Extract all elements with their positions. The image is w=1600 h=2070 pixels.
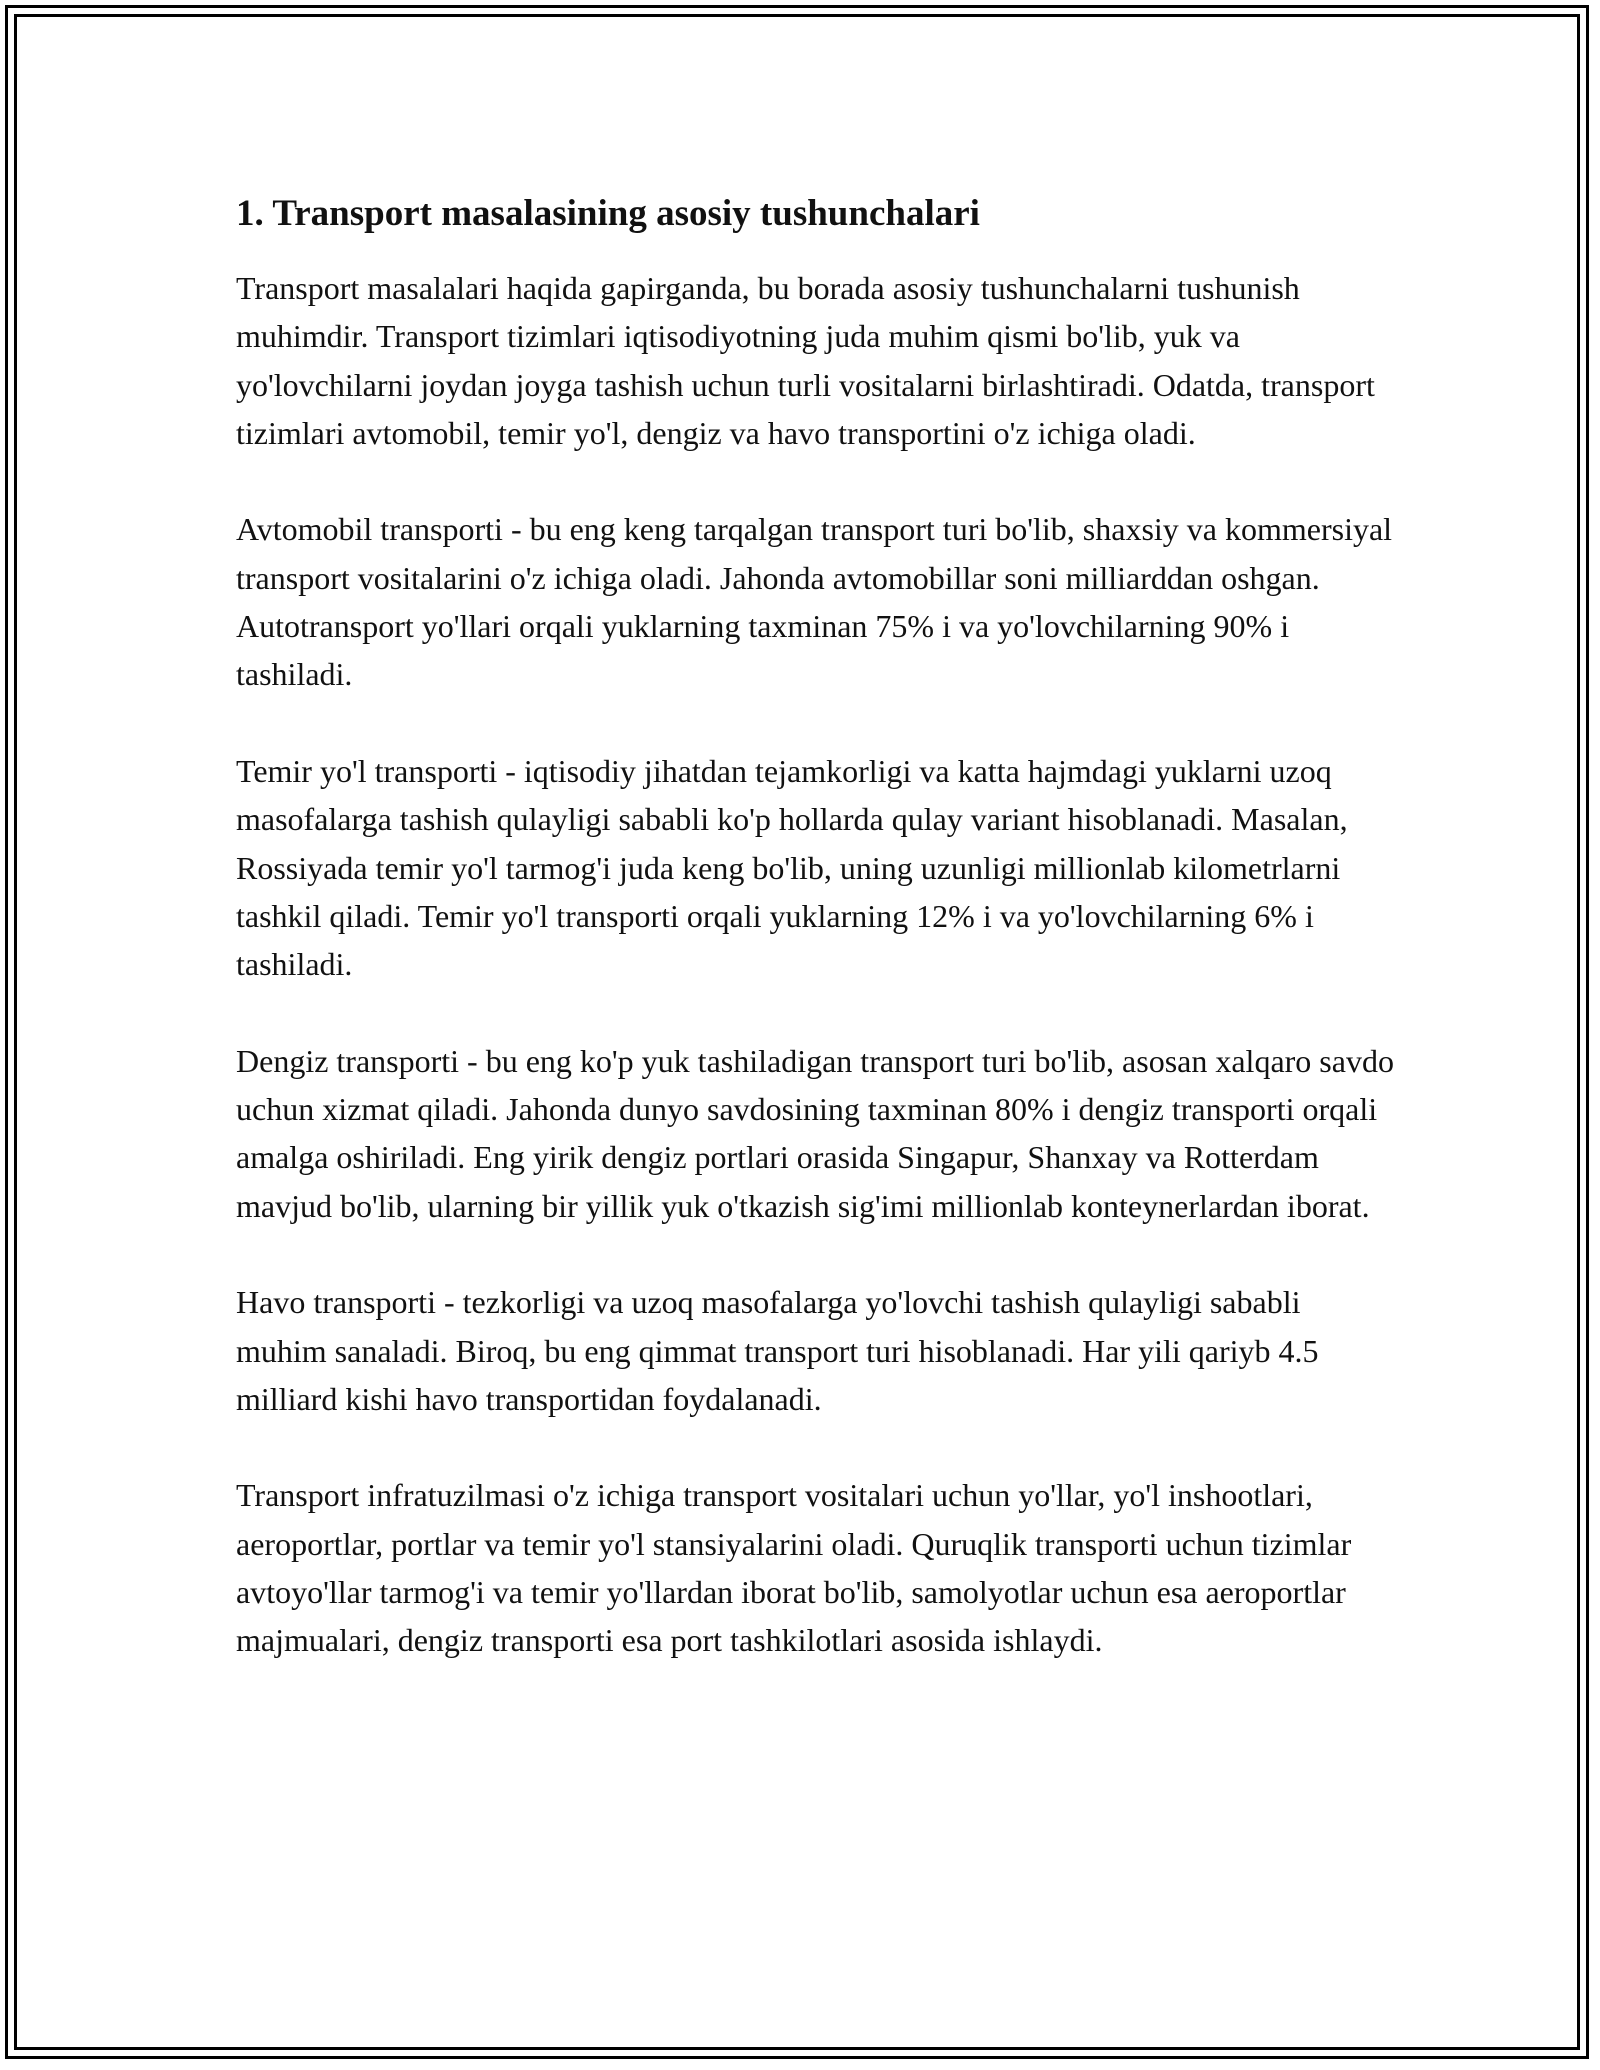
paragraph-road-transport: Avtomobil transporti - bu eng keng tarqalgan transport turi bo'lib, shaxsiy va kommersiyal transport vositalarini o'z ichiga oladi. Jahonda avtomobillar soni milliarddan oshgan. Autotransport yo'llari orqali yuklarning taxminan 75% i va yo'lovchilarning 90% i tashiladi. — [236, 511, 1393, 693]
paragraph-air-transport: Havo transporti - tezkorligi va uzoq masofalarga yo'lovchi tashish qulayligi sababli muhim sanaladi. Biroq, bu eng qimmat transport turi hisoblanadi. Har yili qariyb 4.5 milliard kishi havo transportidan foydalanadi. — [236, 1284, 1319, 1417]
section-heading: 1. Transport masalasining asosiy tushunchalari — [236, 193, 980, 234]
document-body — [236, 188, 1396, 1713]
paragraph-intro: Transport masalalari haqida gapirganda, bu borada asosiy tushunchalarni tushunish muhimdir. Transport tizimlari iqtisodiyotning juda muhim qismi bo'lib, yuk va yo'lovchilarni joydan joyga tashish uchun turli vositalarni birlashtiradi. Odatda, transport tizimlari avtomobil, temir yo'l, dengiz va havo transportini o'z ichiga oladi. — [236, 270, 1375, 451]
paragraph-sea-transport: Dengiz transporti - bu eng ko'p yuk tashiladigan transport turi bo'lib, asosan xalqaro savdo uchun xizmat qiladi. Jahonda dunyo savdosining taxminan 80% i dengiz transporti orqali amalga oshiriladi. Eng yirik dengiz portlari orasida Singapur, Shanxay va Rotterdam mavjud bo'lib, ularning bir yillik yuk o'tkazish sig'imi millionlab konteynerlardan iborat. — [236, 1042, 1394, 1224]
paragraph-infrastructure: Transport infratuzilmasi o'z ichiga transport vositalari uchun yo'llar, yo'l inshootlari, aeroportlar, portlar va temir yo'l stansiyalarini oladi. Quruqlik transporti uchun tizimlar avtoyo'llar tarmog'i va temir yo'llardan iborat bo'lib, samolyotlar uchun esa aeroportlar majmualari, dengiz transporti esa port tashkilotlari asosida ishlaydi. — [236, 1477, 1352, 1659]
paragraph-rail-transport: Temir yo'l transporti - iqtisodiy jihatdan tejamkorligi va katta hajmdagi yuklarni uzoq masofalarga tashish qulayligi sababli ko'p hollarda qulay variant hisoblanadi. Masalan, Rossiyada temir yo'l tarmog'i juda keng bo'lib, uning uzunligi millionlab kilometrlarni tashkil qiladi. Temir yo'l transporti orqali yuklarning 12% i va yo'lovchilarning 6% i tashiladi. — [236, 752, 1348, 983]
